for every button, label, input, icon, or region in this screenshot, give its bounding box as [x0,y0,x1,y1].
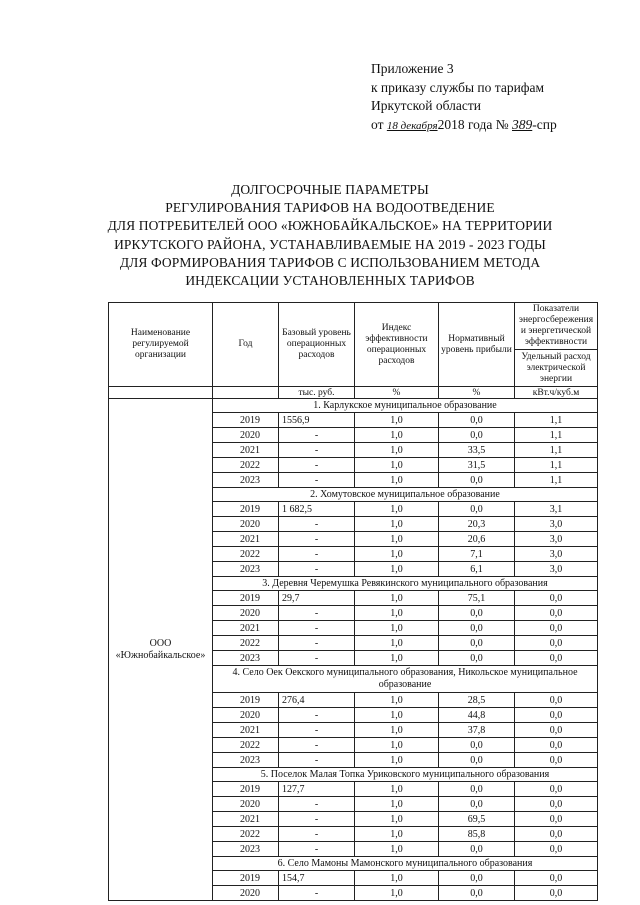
cell-index: 1,0 [355,723,439,738]
cell-energy: 3,0 [515,547,598,562]
cell-year: 2020 [213,886,279,901]
cell-profit: 0,0 [439,413,515,428]
cell-profit: 6,1 [439,562,515,577]
attachment-line-3: Иркутской области [371,98,482,113]
cell-year: 2019 [213,782,279,797]
cell-base: - [279,606,355,621]
cell-year: 2021 [213,443,279,458]
cell-energy: 0,0 [515,708,598,723]
cell-index: 1,0 [355,443,439,458]
cell-energy: 1,1 [515,428,598,443]
cell-profit: 44,8 [439,708,515,723]
header-base: Базовый уровень операционных расходов [279,303,355,387]
cell-profit: 0,0 [439,842,515,857]
cell-profit: 0,0 [439,636,515,651]
cell-index: 1,0 [355,753,439,768]
cell-energy: 0,0 [515,886,598,901]
cell-base: - [279,738,355,753]
cell-index: 1,0 [355,797,439,812]
cell-index: 1,0 [355,651,439,666]
organization-name: ООО «Южнобайкальское» [109,399,213,901]
cell-energy: 0,0 [515,797,598,812]
cell-energy: 1,1 [515,443,598,458]
cell-base: - [279,886,355,901]
cell-profit: 0,0 [439,871,515,886]
units-row [109,387,598,399]
cell-base: - [279,547,355,562]
cell-index: 1,0 [355,547,439,562]
cell-base: - [279,562,355,577]
cell-year: 2019 [213,591,279,606]
title-line: ДЛЯ ПОТРЕБИТЕЛЕЙ ООО «ЮЖНОБАЙКАЛЬСКОЕ» НА ТЕРРИТОРИИ [107,218,553,234]
cell-base: - [279,473,355,488]
cell-profit: 28,5 [439,693,515,708]
title-line: ИРКУТСКОГО РАЙОНА, УСТАНАВЛИВАЕМЫЕ НА 2019 - 2023 ГОДЫ [114,236,546,252]
tariff-parameters-table [108,302,598,901]
cell-profit: 0,0 [439,621,515,636]
cell-base: - [279,458,355,473]
cell-energy: 1,1 [515,458,598,473]
cell-base: - [279,797,355,812]
section-title: 4. Село Оек Оекского муниципального образования, Никольское муниципальное образование [213,666,598,693]
cell-year: 2021 [213,812,279,827]
cell-index: 1,0 [355,458,439,473]
cell-year: 2019 [213,502,279,517]
attachment-line-1: Приложение 3 [371,61,454,76]
cell-energy: 1,1 [515,473,598,488]
cell-year: 2019 [213,871,279,886]
cell-index: 1,0 [355,871,439,886]
cell-index: 1,0 [355,827,439,842]
date-prefix: от [371,116,384,132]
date-year: 2018 года № [437,116,509,132]
cell-profit: 0,0 [439,502,515,517]
order-suffix: -спр [532,116,557,132]
cell-index: 1,0 [355,562,439,577]
document-title [80,181,580,290]
cell-base: - [279,428,355,443]
cell-base: - [279,723,355,738]
cell-index: 1,0 [355,693,439,708]
date-handwritten: 18 декабря [386,119,438,132]
cell-energy: 0,0 [515,753,598,768]
order-number: 389 [512,116,533,132]
cell-base: 29,7 [279,591,355,606]
cell-profit: 20,6 [439,532,515,547]
cell-profit: 31,5 [439,458,515,473]
cell-year: 2021 [213,532,279,547]
unit-index: % [355,387,439,399]
cell-year: 2021 [213,723,279,738]
cell-year: 2020 [213,428,279,443]
cell-energy: 0,0 [515,651,598,666]
header-energy-group: Показатели энергосбережения и энергетической эффективности [515,303,598,350]
unit-base: тыс. руб. [279,387,355,399]
unit-profit: % [439,387,515,399]
cell-base: - [279,651,355,666]
cell-index: 1,0 [355,738,439,753]
section-title: 6. Село Мамоны Мамонского муниципального образования [213,857,598,871]
cell-base: - [279,812,355,827]
cell-year: 2023 [213,842,279,857]
cell-profit: 75,1 [439,591,515,606]
cell-year: 2023 [213,651,279,666]
title-line: РЕГУЛИРОВАНИЯ ТАРИФОВ НА ВОДООТВЕДЕНИЕ [165,200,495,216]
cell-profit: 20,3 [439,517,515,532]
cell-base: 276,4 [279,693,355,708]
cell-year: 2023 [213,753,279,768]
header-energy: Удельный расход электрической энергии [515,350,598,387]
cell-year: 2020 [213,517,279,532]
cell-index: 1,0 [355,886,439,901]
section-row [109,399,598,413]
cell-base: 154,7 [279,871,355,886]
title-line: ДОЛГОСРОЧНЫЕ ПАРАМЕТРЫ [231,182,429,197]
cell-profit: 0,0 [439,473,515,488]
header-index: Индекс эффективности операционных расходов [355,303,439,387]
cell-profit: 85,8 [439,827,515,842]
cell-year: 2020 [213,708,279,723]
cell-profit: 0,0 [439,782,515,797]
cell-base: - [279,621,355,636]
cell-index: 1,0 [355,591,439,606]
table-body [109,303,598,901]
header-org: Наименование регулируемой организации [109,303,213,387]
cell-index: 1,0 [355,812,439,827]
cell-index: 1,0 [355,782,439,797]
cell-year: 2023 [213,473,279,488]
unit-org-blank [109,387,213,399]
cell-year: 2019 [213,413,279,428]
cell-energy: 0,0 [515,812,598,827]
cell-index: 1,0 [355,473,439,488]
cell-energy: 0,0 [515,591,598,606]
cell-index: 1,0 [355,532,439,547]
header-year: Год [213,303,279,387]
cell-year: 2019 [213,693,279,708]
cell-year: 2023 [213,562,279,577]
cell-profit: 0,0 [439,606,515,621]
cell-index: 1,0 [355,621,439,636]
cell-base: 1556,9 [279,413,355,428]
cell-base: 1 682,5 [279,502,355,517]
section-title: 1. Карлукское муниципальное образование [213,399,598,413]
cell-energy: 0,0 [515,782,598,797]
attachment-block [371,60,557,135]
cell-year: 2022 [213,738,279,753]
cell-profit: 0,0 [439,797,515,812]
cell-energy: 0,0 [515,606,598,621]
cell-base: - [279,753,355,768]
cell-energy: 3,0 [515,562,598,577]
cell-energy: 1,1 [515,413,598,428]
cell-base: 127,7 [279,782,355,797]
attachment-line-2: к приказу службы по тарифам [371,79,545,95]
cell-base: - [279,532,355,547]
cell-energy: 0,0 [515,723,598,738]
cell-energy: 3,1 [515,502,598,517]
section-title: 5. Поселок Малая Топка Уриковского муниципального образования [213,768,598,782]
cell-energy: 0,0 [515,842,598,857]
cell-energy: 0,0 [515,827,598,842]
cell-profit: 69,5 [439,812,515,827]
cell-index: 1,0 [355,842,439,857]
cell-index: 1,0 [355,517,439,532]
cell-index: 1,0 [355,502,439,517]
section-title: 3. Деревня Черемушка Ревякинского муниципального образования [213,577,598,591]
cell-base: - [279,708,355,723]
cell-energy: 0,0 [515,738,598,753]
header-profit: Нормативный уровень прибыли [439,303,515,387]
cell-index: 1,0 [355,413,439,428]
cell-year: 2022 [213,827,279,842]
cell-profit: 0,0 [439,651,515,666]
cell-year: 2020 [213,606,279,621]
cell-profit: 7,1 [439,547,515,562]
cell-year: 2021 [213,621,279,636]
cell-index: 1,0 [355,606,439,621]
title-line: ИНДЕКСАЦИИ УСТАНОВЛЕННЫХ ТАРИФОВ [185,273,475,289]
cell-year: 2022 [213,636,279,651]
cell-profit: 0,0 [439,753,515,768]
cell-energy: 0,0 [515,621,598,636]
section-title: 2. Хомутовское муниципальное образование [213,488,598,502]
cell-index: 1,0 [355,428,439,443]
title-line: ДЛЯ ФОРМИРОВАНИЯ ТАРИФОВ С ИСПОЛЬЗОВАНИЕМ МЕТОДА [119,254,541,270]
unit-year-blank [213,387,279,399]
cell-energy: 0,0 [515,871,598,886]
cell-energy: 3,0 [515,517,598,532]
cell-profit: 33,5 [439,443,515,458]
cell-energy: 0,0 [515,693,598,708]
cell-index: 1,0 [355,708,439,723]
header-row [109,303,598,350]
cell-index: 1,0 [355,636,439,651]
unit-energy: кВт.ч/куб.м [515,387,598,399]
cell-base: - [279,636,355,651]
cell-energy: 0,0 [515,636,598,651]
cell-energy: 3,0 [515,532,598,547]
cell-base: - [279,842,355,857]
cell-profit: 0,0 [439,738,515,753]
cell-base: - [279,443,355,458]
cell-year: 2022 [213,458,279,473]
cell-base: - [279,827,355,842]
cell-profit: 0,0 [439,428,515,443]
cell-profit: 0,0 [439,886,515,901]
cell-profit: 37,8 [439,723,515,738]
cell-base: - [279,517,355,532]
attachment-date-line [371,116,557,136]
cell-year: 2020 [213,797,279,812]
cell-year: 2022 [213,547,279,562]
